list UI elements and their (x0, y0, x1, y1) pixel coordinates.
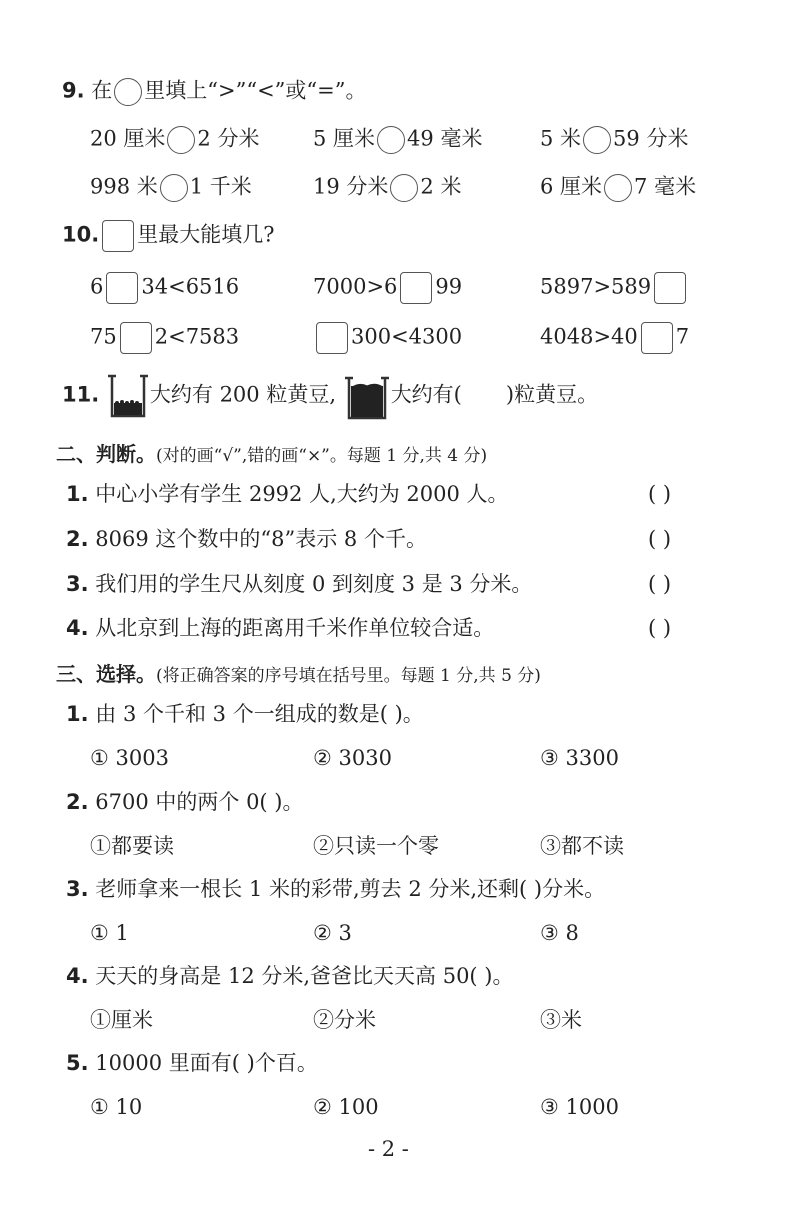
q9-item: 6 厘米 7 毫米 (540, 174, 696, 202)
judge-answer-paren[interactable]: ( ) (648, 572, 672, 596)
judge-item: 3. 我们用的学生尺从刻度 0 到刻度 3 是 3 分米。 (66, 572, 533, 596)
q10-item: 4048>40 7 (540, 322, 689, 354)
section-3-header (56, 658, 541, 687)
choice-question: 3. 老师拿来一根长 1 米的彩带,剪去 2 分米,还剩( )分米。 (66, 877, 606, 901)
q11-number: 11. (62, 382, 100, 407)
answer-box[interactable] (120, 322, 152, 354)
q9-item: 998 米 1 千米 (90, 174, 252, 202)
choice-option[interactable]: ①都要读 (90, 834, 174, 858)
page-number: - 2 - (368, 1137, 409, 1161)
section-2-title: 二、判断。 (56, 442, 156, 466)
choice-option[interactable]: ③米 (540, 1008, 582, 1032)
section-2-header (56, 438, 487, 467)
q9-item: 5 厘米 49 毫米 (313, 126, 482, 154)
choice-option[interactable]: ① 10 (90, 1095, 143, 1119)
choice-option[interactable]: ②只读一个零 (313, 834, 439, 858)
judge-item: 2. 8069 这个数中的“8”表示 8 个千。 (66, 527, 427, 551)
answer-circle[interactable] (390, 174, 418, 202)
answer-circle[interactable] (160, 174, 188, 202)
answer-box[interactable] (106, 272, 138, 304)
q9-prompt (62, 78, 366, 106)
choice-option[interactable]: ①厘米 (90, 1008, 153, 1032)
section-3-title: 三、选择。 (56, 662, 156, 686)
choice-option[interactable]: ② 100 (313, 1095, 379, 1119)
q10-post: 里最大能填几? (137, 222, 275, 247)
choice-question: 2. 6700 中的两个 0( )。 (66, 790, 304, 814)
q10-item: 5897>589 (540, 272, 689, 304)
choice-option[interactable]: ① 1 (90, 921, 129, 945)
q9-item: 5 米 59 分米 (540, 126, 688, 154)
judge-answer-paren[interactable]: ( ) (648, 616, 672, 640)
choice-option[interactable]: ③ 8 (540, 921, 579, 945)
q10-item: 300<4300 (313, 322, 462, 354)
answer-circle[interactable] (167, 126, 195, 154)
q10-prompt (62, 220, 274, 252)
q10-item: 75 2<7583 (90, 322, 239, 354)
choice-question: 4. 天天的身高是 12 分米,爸爸比天天高 50( )。 (66, 964, 514, 988)
section-3-note: (将正确答案的序号填在括号里。每题 1 分,共 5 分) (156, 666, 541, 686)
choice-option[interactable]: ③都不读 (540, 834, 624, 858)
q11-text-1: 大约有 200 粒黄豆, (149, 382, 336, 407)
answer-box[interactable] (400, 272, 432, 304)
choice-question: 5. 10000 里面有( )个百。 (66, 1051, 318, 1075)
q11-text-3: )粒黄豆。 (505, 382, 599, 407)
section-2-note: (对的画“√”,错的画“×”。每题 1 分,共 4 分) (156, 446, 488, 466)
choice-option[interactable]: ③ 1000 (540, 1095, 619, 1119)
compare-circle-sample (114, 78, 142, 106)
q11-prompt (62, 370, 598, 422)
answer-circle[interactable] (604, 174, 632, 202)
q9-item: 20 厘米 2 分米 (90, 126, 259, 154)
choice-option[interactable]: ② 3 (313, 921, 352, 945)
blank-box-sample (102, 220, 134, 252)
answer-box[interactable] (641, 322, 673, 354)
q10-item: 7000>6 99 (313, 272, 462, 304)
q9-pre: 在 (91, 78, 113, 103)
choice-option[interactable]: ② 3030 (313, 746, 392, 770)
jar-full-icon (343, 370, 391, 422)
q10-item: 6 34<6516 (90, 272, 239, 304)
judge-answer-paren[interactable]: ( ) (648, 527, 672, 551)
judge-answer-paren[interactable]: ( ) (648, 482, 672, 506)
q10-number: 10. (62, 222, 100, 247)
choice-question: 1. 由 3 个千和 3 个一组成的数是( )。 (66, 702, 424, 726)
q9-number: 9. (62, 78, 85, 103)
answer-circle[interactable] (583, 126, 611, 154)
answer-box[interactable] (316, 322, 348, 354)
q9-post: 里填上“>”“<”或“=”。 (144, 78, 367, 103)
answer-circle[interactable] (377, 126, 405, 154)
choice-option[interactable]: ②分米 (313, 1008, 376, 1032)
q11-text-2: 大约有( (390, 382, 462, 407)
judge-item: 1. 中心小学有学生 2992 人,大约为 2000 人。 (66, 482, 509, 506)
choice-option[interactable]: ③ 3300 (540, 746, 619, 770)
jar-partly-filled-icon (106, 372, 150, 420)
choice-option[interactable]: ① 3003 (90, 746, 169, 770)
judge-item: 4. 从北京到上海的距离用千米作单位较合适。 (66, 616, 495, 640)
q9-item: 19 分米 2 米 (313, 174, 461, 202)
answer-box[interactable] (654, 272, 686, 304)
